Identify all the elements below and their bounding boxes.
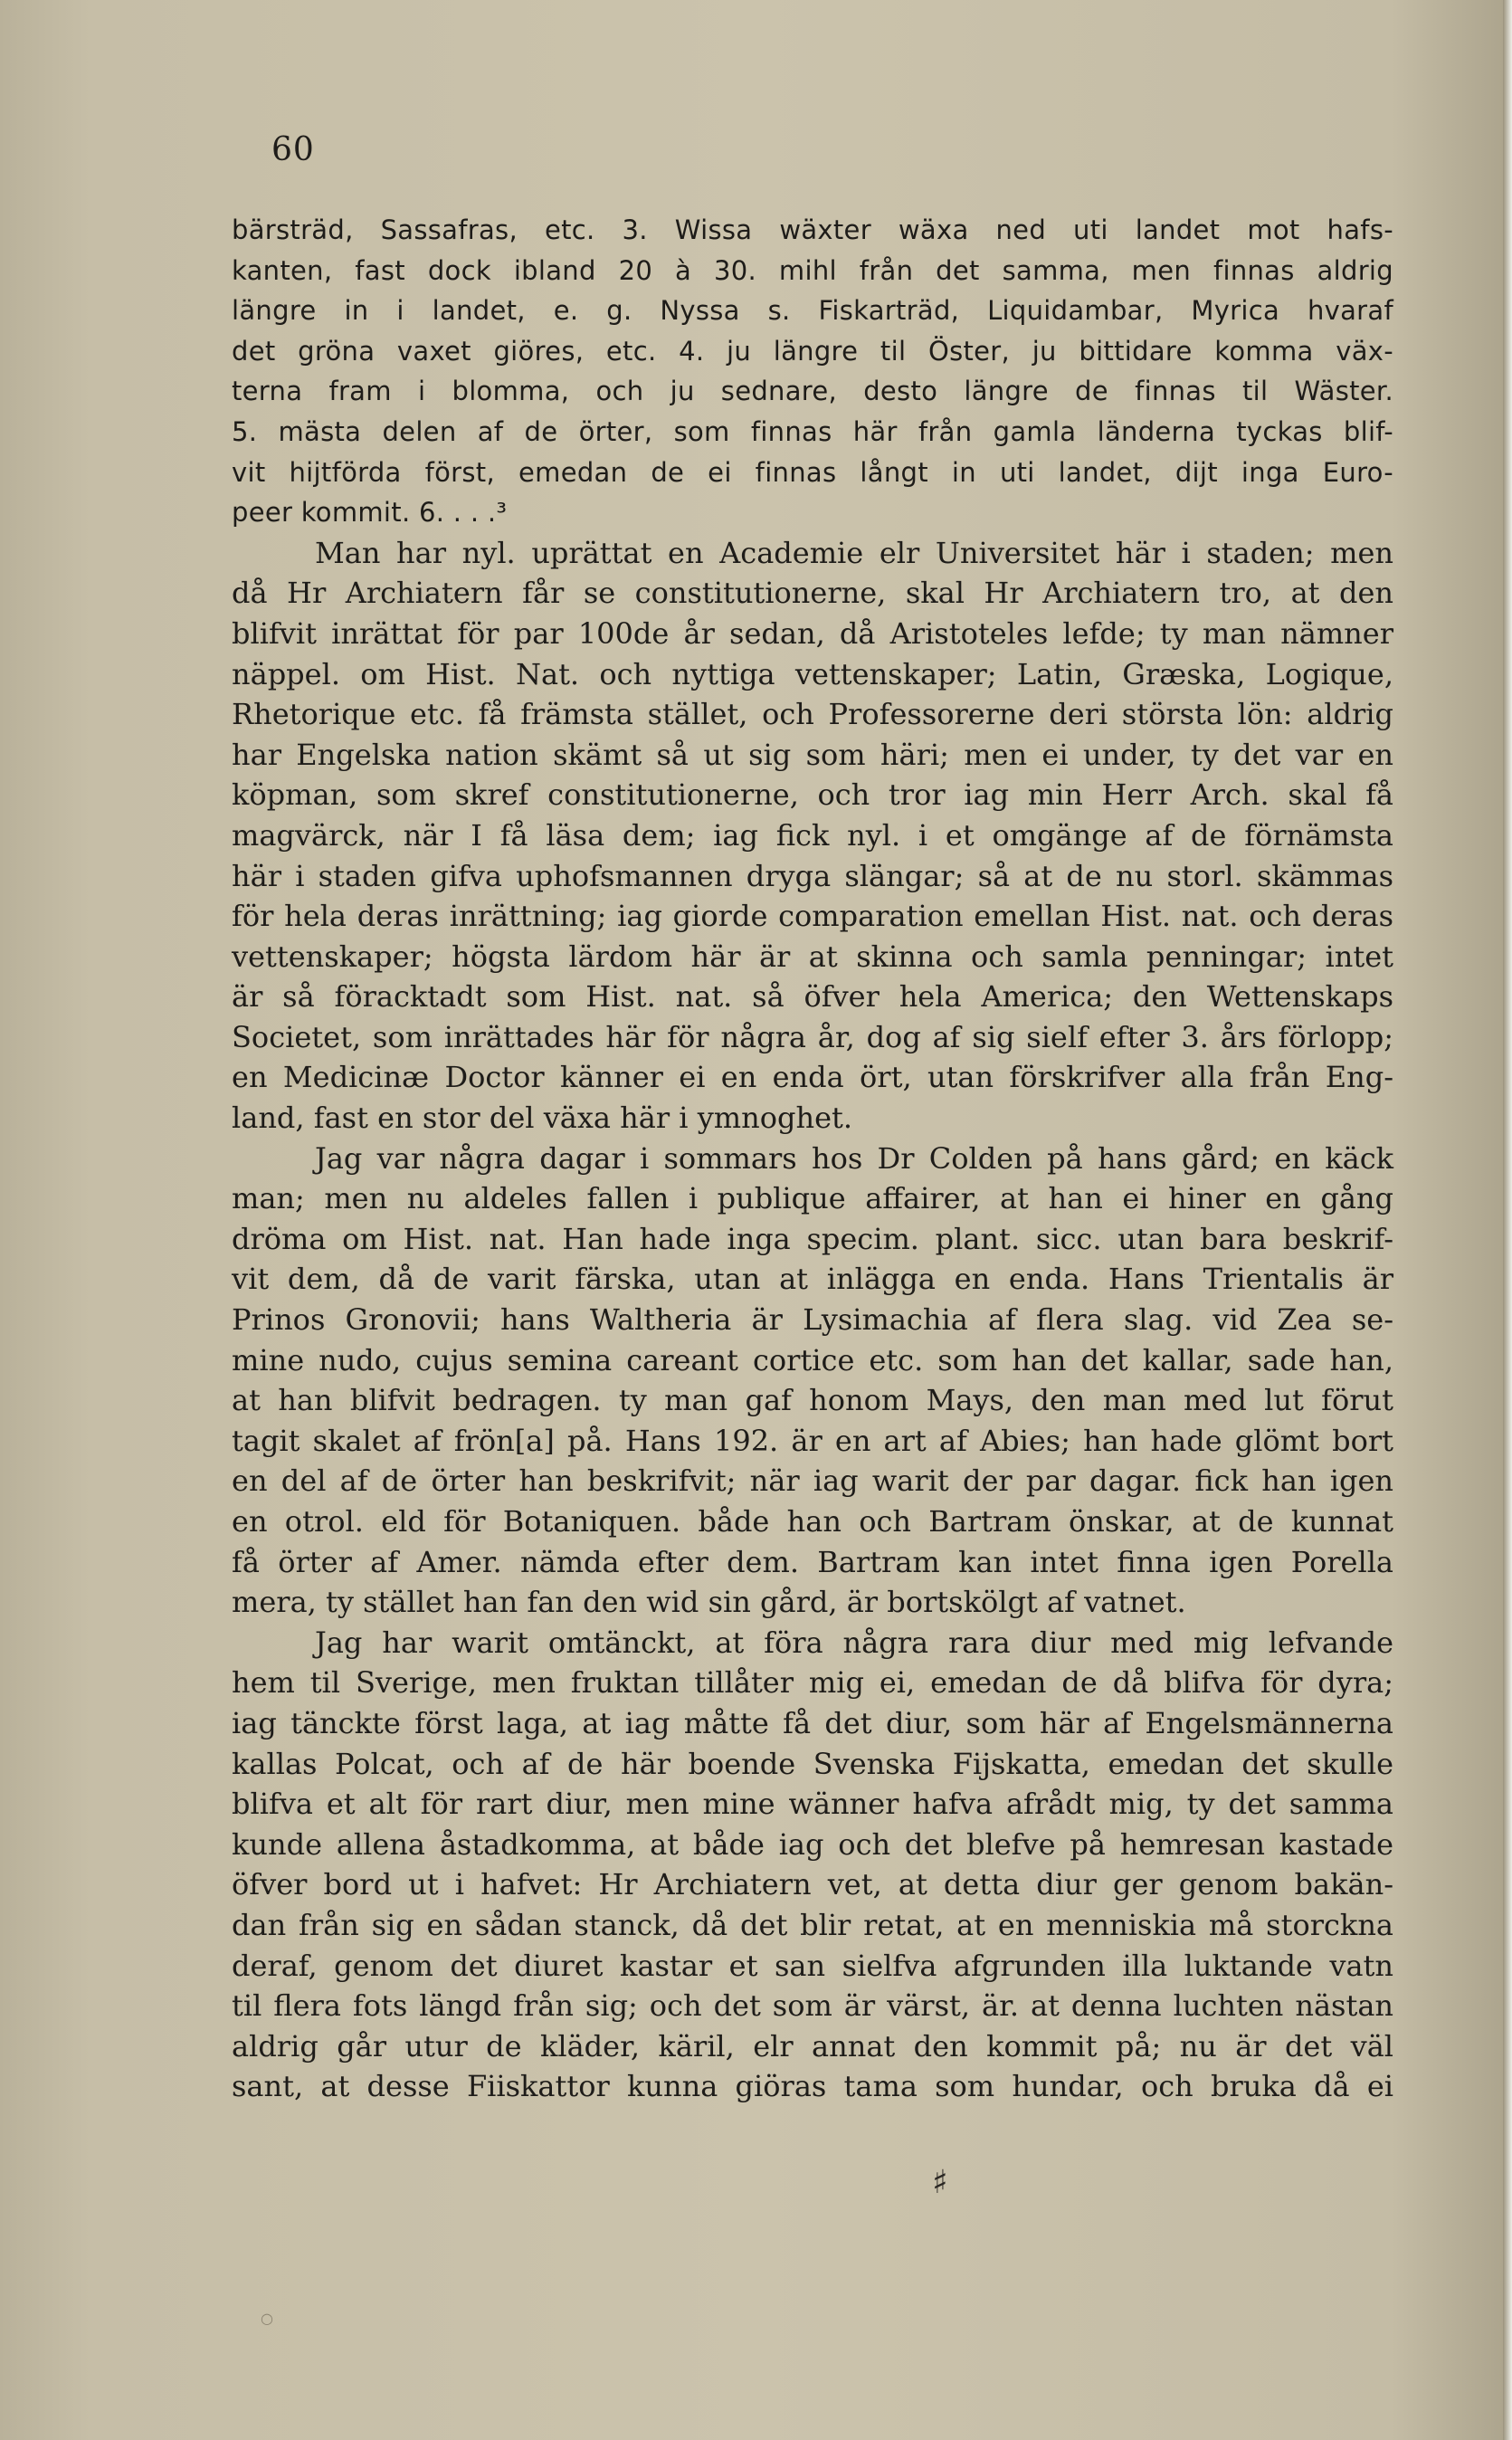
text-line: Jag har warit omtänckt, at föra några rara diur med mig lefvande xyxy=(315,1625,1393,1660)
text-line: hem til Sverige, men fruktan tillåter mig ei, emedan de då blifva för dyra; xyxy=(232,1665,1393,1701)
text-line: deraf, genom det diuret kastar et san sielfva afgrunden illa luktande vatn xyxy=(232,1948,1393,1983)
text-line: terna fram i blomma, och ju sednare, desto längre de finnas til Wäster. xyxy=(232,376,1393,407)
text-line: kanten, fast dock ibland 20 à 30. mihl från det samma, men finnas aldrig xyxy=(232,254,1393,286)
body-text xyxy=(232,210,1393,2107)
text-line: vit hijtförda först, emedan de ei finnas långt in uti landet, dijt inga Euro- xyxy=(232,456,1393,488)
text-line: näppel. om Hist. Nat. och nyttiga vettenskaper; Latin, Græska, Logique, xyxy=(232,656,1393,691)
text-line: peer kommit. 6. . . .³ xyxy=(232,497,508,529)
text-line: mera, ty stället han fan den wid sin gård, är bortskölgt af vatnet. xyxy=(232,1585,1186,1620)
text-line: til flera fots längd från sig; och det som är värst, är. at denna luchten nästan xyxy=(232,1988,1393,2024)
text-line: Prinos Gronovii; hans Waltheria är Lysimachia af flera slag. vid Zea se- xyxy=(232,1302,1393,1338)
text-line: få örter af Amer. nämda efter dem. Bartram kan intet finna igen Porella xyxy=(232,1544,1393,1579)
text-line: Jag var några dagar i sommars hos Dr Colden på hans gård; en käck xyxy=(315,1140,1393,1176)
text-line: Man har nyl. uprättat en Academie elr Universitet här i staden; men xyxy=(315,535,1393,570)
text-line: är så föracktadt som Hist. nat. så öfver hela America; den Wettenskaps xyxy=(232,979,1393,1015)
page-number: 60 xyxy=(271,131,315,168)
text-line: tagit skalet af frön[a] på. Hans 192. är en art af Abies; han hade glömt bort xyxy=(232,1423,1393,1458)
text-line: vettenskaper; högsta lärdom här är at skinna och samla penningar; intet xyxy=(232,939,1393,974)
text-line: köpman, som skref constitutionerne, och tror iag min Herr Arch. skal få xyxy=(232,777,1393,813)
text-line: för hela deras inrättning; iag giorde comparation emellan Hist. nat. och deras xyxy=(232,899,1393,934)
text-line: blifvit inrättat för par 100de år sedan, då Aristoteles lefde; ty man nämner xyxy=(232,615,1393,651)
text-line: vit dem, då de varit färska, utan at inlägga en enda. Hans Trientalis är xyxy=(232,1262,1393,1297)
text-line: här i staden gifva uphofsmannen dryga slängar; så at de nu storl. skämmas xyxy=(232,858,1393,893)
text-line: har Engelska nation skämt så ut sig som häri; men ei under, ty det var en xyxy=(232,737,1393,772)
text-line: kallas Polcat, och af de här boende Svenska Fijskatta, emedan det skulle xyxy=(232,1746,1393,1781)
small-ink-dot: ○ xyxy=(261,2310,273,2327)
text-line: aldrig går utur de kläder, käril, elr annat den kommit på; nu är det väl xyxy=(232,2028,1393,2064)
text-line: blifva et alt för rart diur, men mine wänner hafva afrådt mig, ty det samma xyxy=(232,1787,1393,1822)
text-line: en otrol. eld för Botaniquen. både han och Bartram önskar, at de kunnat xyxy=(232,1504,1393,1539)
ink-mark: ♯ xyxy=(932,2163,948,2201)
text-line: 5. mästa delen af de örter, som finnas här från gamla länderna tyckas blif- xyxy=(232,415,1393,447)
text-line: det gröna vaxet giöres, etc. 4. ju längre til Öster, ju bittidare komma väx- xyxy=(232,335,1393,367)
text-line: mine nudo, cujus semina careant cortice etc. som han det kallar, sade han, xyxy=(232,1342,1393,1377)
text-line: sant, at desse Fiiskattor kunna giöras tama som hundar, och bruka då ei xyxy=(232,2069,1393,2104)
text-line: då Hr Archiatern får se constitutionerne, skal Hr Archiatern tro, at den xyxy=(232,576,1393,611)
text-line: längre in i landet, e. g. Nyssa s. Fiskarträd, Liquidambar, Myrica hvaraf xyxy=(232,295,1393,327)
text-line: dan från sig en sådan stanck, då det blir retat, at en menniskia må storckna xyxy=(232,1907,1393,1942)
text-line: man; men nu aldeles fallen i publique affairer, at han ei hiner en gång xyxy=(232,1181,1393,1216)
text-line: bärsträd, Sassafras, etc. 3. Wissa wäxter wäxa ned uti landet mot hafs- xyxy=(232,214,1393,245)
text-line: iag tänckte först laga, at iag måtte få det diur, som här af Engelsmännerna xyxy=(232,1705,1393,1740)
page-edge xyxy=(1503,0,1512,2440)
text-line: land, fast en stor del växa här i ymnoghet. xyxy=(232,1101,853,1136)
text-line: kunde allena åstadkomma, at både iag och det blefve på hemresan kastade xyxy=(232,1826,1393,1862)
text-line: Rhetorique etc. få främsta stället, och Professorerne deri största lön: aldrig xyxy=(232,697,1393,732)
text-line: en del af de örter han beskrifvit; när iag warit der par dagar. fick han igen xyxy=(232,1463,1393,1499)
text-line: öfver bord ut i hafvet: Hr Archiatern vet, at detta diur ger genom bakän- xyxy=(232,1867,1393,1902)
text-line: at han blifvit bedragen. ty man gaf honom Mays, den man med lut förut xyxy=(232,1383,1393,1418)
text-line: dröma om Hist. nat. Han hade inga specim. plant. sicc. utan bara beskrif- xyxy=(232,1221,1393,1256)
text-line: en Medicinæ Doctor känner ei en enda ört, utan förskrifver alla från Eng- xyxy=(232,1060,1393,1095)
text-line: Societet, som inrättades här för några år, dog af sig sielf efter 3. års förlopp; xyxy=(232,1019,1393,1054)
text-line: magvärck, när I få läsa dem; iag fick nyl. i et omgänge af de förnämsta xyxy=(232,817,1393,853)
